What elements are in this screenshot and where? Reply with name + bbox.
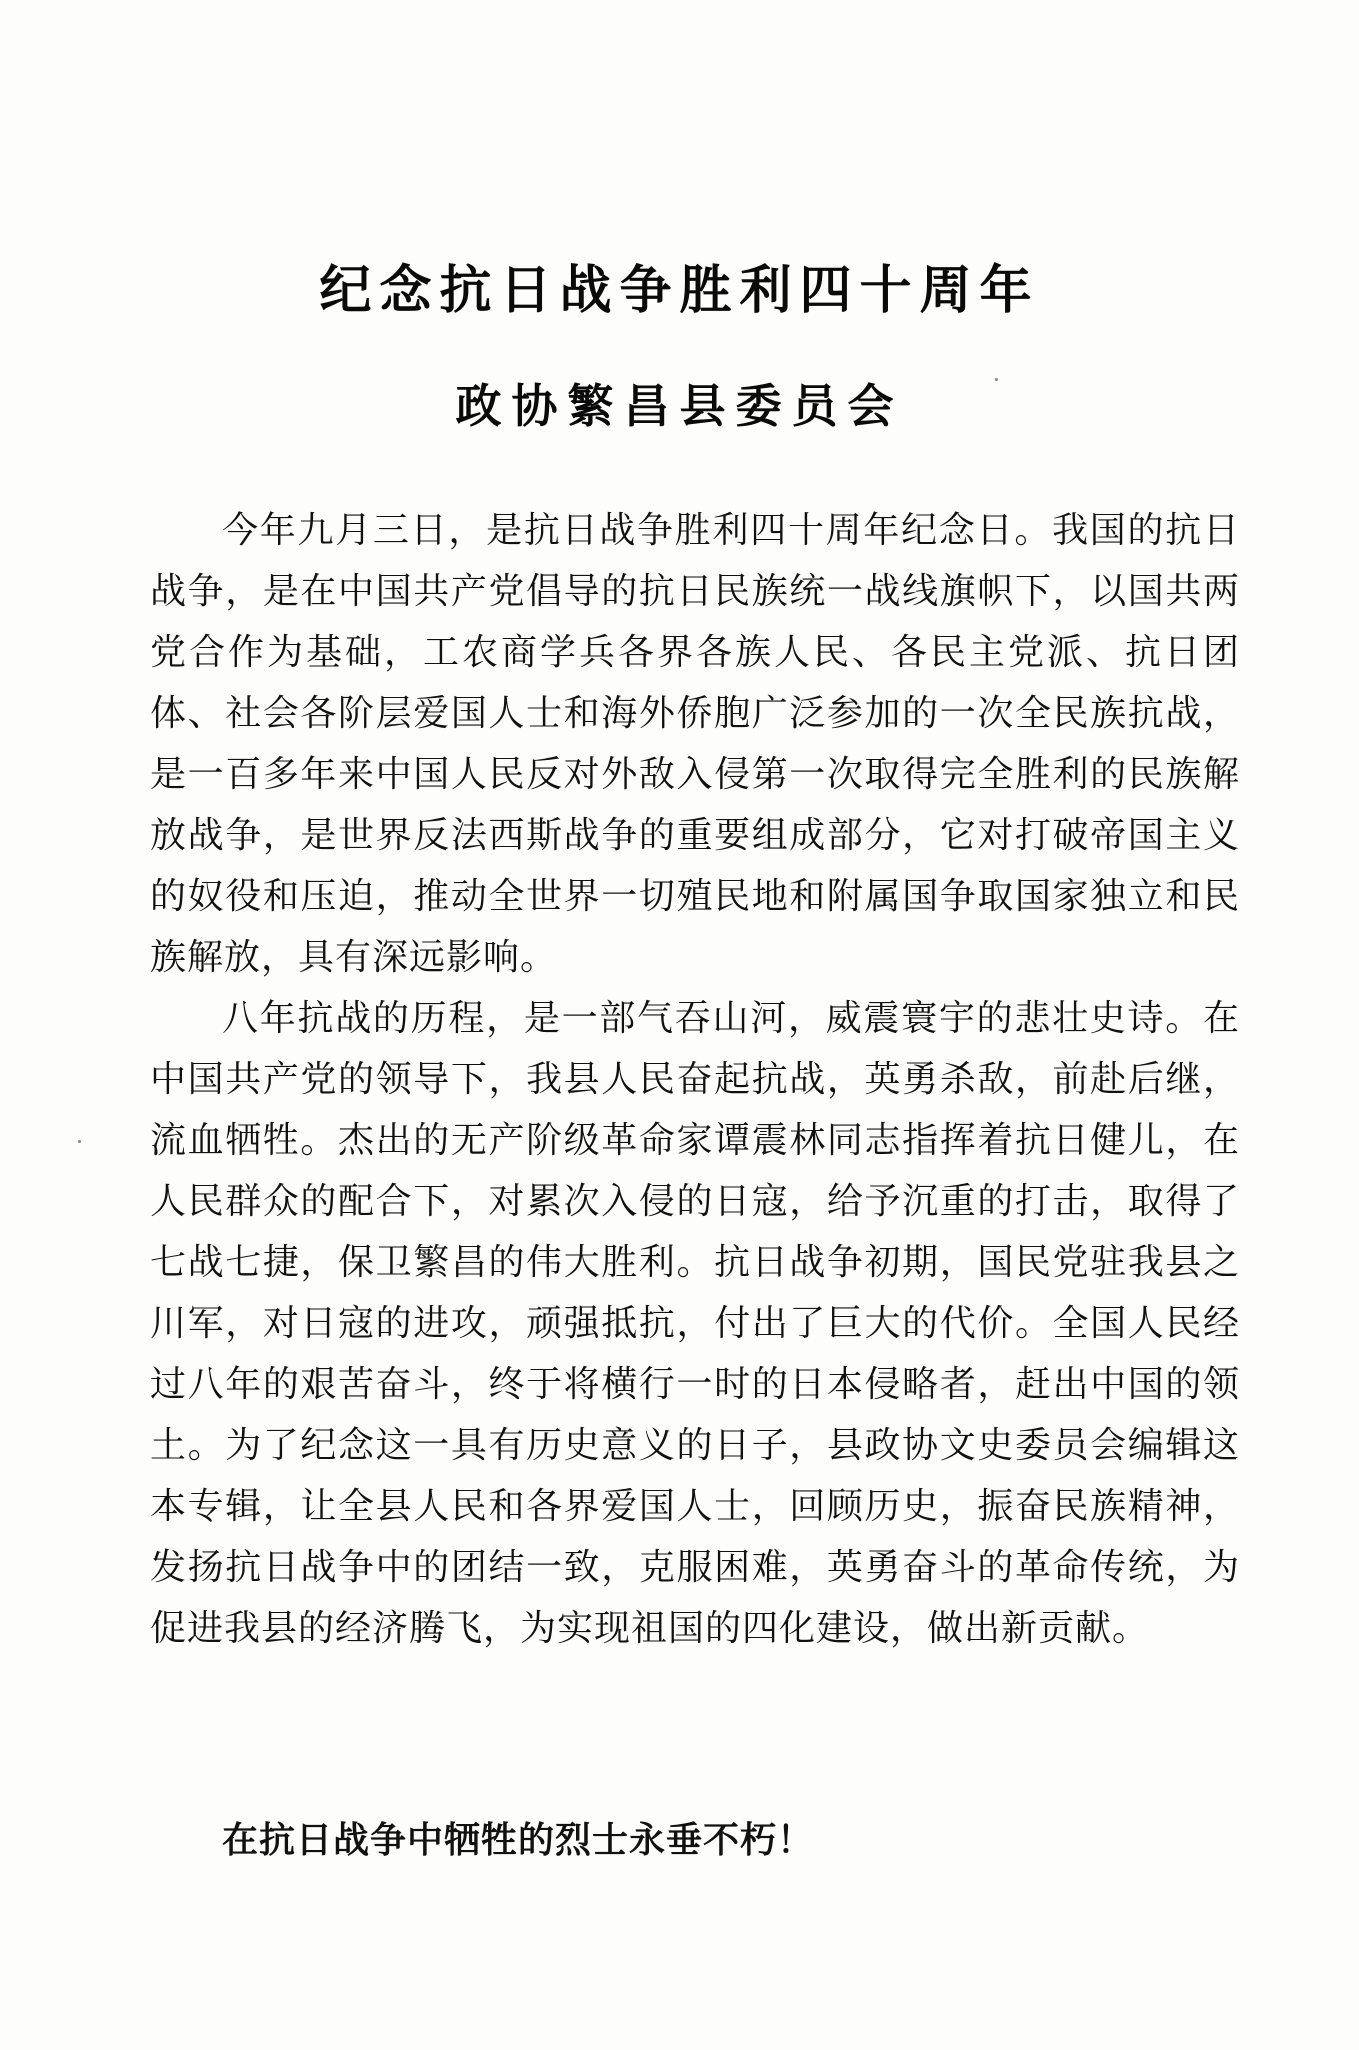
scan-speck — [78, 1140, 81, 1143]
paragraph: 今年九月三日，是抗日战争胜利四十周年纪念日。我国的抗日战争，是在中国共产党倡导的抗日民族统一战线旗帜下，以国共两党合作为基础，工农商学兵各界各族人民、各民主党派、抗日团体、社会各阶层爱国人士和海外侨胞广泛参加的一次全民族抗战，是一百多年来中国人民反对外敌入侵第一次取得完全胜利的民族解放战争，是世界反法西斯战争的重要组成部分，它对打破帝国主义的奴役和压迫，推动全世界一切殖民地和附属国争取国家独立和民族解放，具有深远影响。 — [150, 510, 1240, 978]
scan-speck — [995, 378, 998, 381]
document-title: 纪念抗日战争胜利四十周年 — [319, 261, 1040, 321]
closing-slogan: 在抗日战争中牺牲的烈士永垂不朽！ — [222, 1819, 815, 1861]
paragraph: 八年抗战的历程，是一部气吞山河，威震寰宇的悲壮史诗。在中国共产党的领导下，我县人民奋起抗战，英勇杀敌，前赴后继，流血牺牲。杰出的无产阶级革命家谭震林同志指挥着抗日健儿，在人民群众的配合下，对累次入侵的日寇，给予沉重的打击，取得了七战七捷，保卫繁昌的伟大胜利。抗日战争初期，国民党驻我县之川军，对日寇的进攻，顽强抵抗，付出了巨大的代价。全国人民经过八年的艰苦奋斗，终于将横行一时的日本侵略者，赶出中国的领土。为了纪念这一具有历史意义的日子，县政协文史委员会编辑这本专辑，让全县人民和各界爱国人士，回顾历史，振奋民族精神，发扬抗日战争中的团结一致，克服困难，英勇奋斗的革命传统，为促进我县的经济腾飞，为实现祖国的四化建设，做出新贡献。 — [150, 998, 1240, 1649]
document-body — [150, 500, 1240, 1659]
document-author: 政协繁昌县委员会 — [455, 379, 904, 433]
